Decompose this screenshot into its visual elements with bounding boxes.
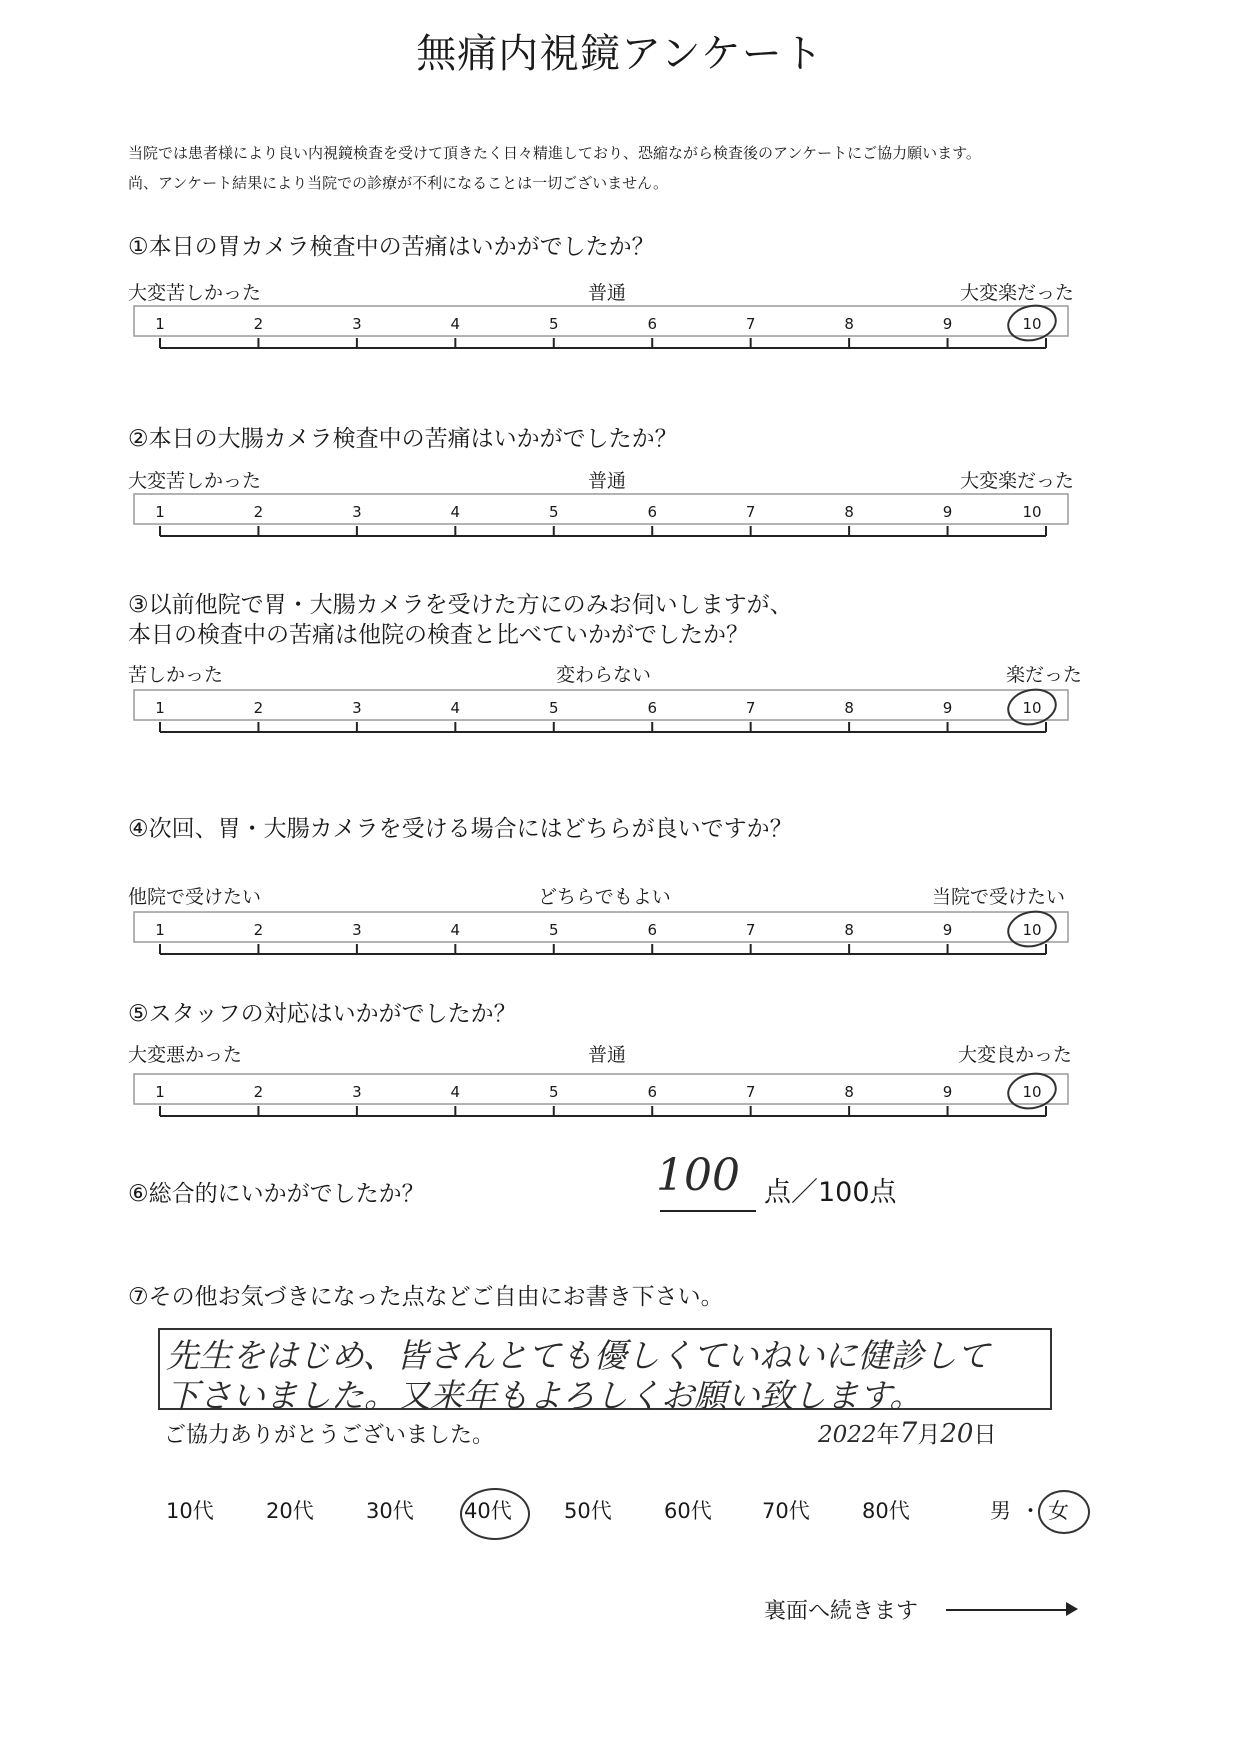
question-5: ⑤スタッフの対応はいかがでしたか？ bbox=[128, 1001, 517, 1027]
question-1: ①本日の胃カメラ検査中の苦痛はいかがでしたか？ bbox=[128, 234, 655, 260]
q3-scale-number: 10 bbox=[1022, 699, 1042, 717]
q1-scale-number: 1 bbox=[155, 315, 165, 333]
q3-scale-number: 7 bbox=[745, 699, 756, 717]
q5-scale-number: 10 bbox=[1022, 1083, 1042, 1101]
q1-scale-number: 8 bbox=[844, 315, 854, 333]
q5-right-label: 大変良かった bbox=[958, 1044, 1073, 1066]
overall-score[interactable]: 100 bbox=[656, 1150, 740, 1201]
date-day: 20 bbox=[940, 1419, 974, 1449]
q4-scale-number: 1 bbox=[155, 921, 165, 939]
thanks-text: ご協力ありがとうございました。 bbox=[164, 1423, 495, 1448]
q5-scale-number: 7 bbox=[745, 1083, 756, 1101]
score-underline bbox=[660, 1210, 756, 1212]
q3-scale-number: 2 bbox=[253, 699, 264, 717]
q5-scale-number: 3 bbox=[352, 1083, 362, 1101]
q4-left-label: 他院で受けたい bbox=[128, 886, 262, 908]
q4-scale-number: 8 bbox=[844, 921, 854, 939]
age-80s[interactable]: 80代 bbox=[862, 1499, 910, 1523]
continue-arrow-line bbox=[946, 1609, 1068, 1611]
q1-scale-number: 2 bbox=[253, 315, 264, 333]
age-20s[interactable]: 20代 bbox=[266, 1499, 314, 1523]
q4-scale-number: 3 bbox=[352, 921, 362, 939]
date-field[interactable] bbox=[818, 1416, 996, 1449]
q1-mid-label: 普通 bbox=[588, 282, 627, 304]
question-3: ③以前他院で胃・大腸カメラを受けた方にのみお伺いしますが、 bbox=[128, 592, 793, 618]
date-year-suffix: 年 bbox=[876, 1422, 900, 1448]
q2-scale-number: 9 bbox=[942, 503, 953, 521]
q3-scale-number: 6 bbox=[647, 699, 657, 717]
question-2: ②本日の大腸カメラ検査中の苦痛はいかがでしたか？ bbox=[128, 426, 678, 452]
q4-right-label: 当院で受けたい bbox=[932, 886, 1066, 908]
q4-scale-number: 2 bbox=[253, 921, 264, 939]
date-year: 2022 bbox=[818, 1422, 877, 1448]
age-40s[interactable]: 40代 bbox=[464, 1499, 512, 1523]
date-day-suffix: 日 bbox=[973, 1422, 997, 1448]
age-selected-circle bbox=[460, 1488, 530, 1540]
q5-scale-number: 9 bbox=[942, 1083, 953, 1101]
continue-note: 裏面へ続きます bbox=[764, 1599, 919, 1624]
q5-scale-number: 2 bbox=[253, 1083, 264, 1101]
gender-female[interactable]: 女 bbox=[1048, 1499, 1069, 1523]
q5-scale-number: 6 bbox=[647, 1083, 657, 1101]
age-10s[interactable]: 10代 bbox=[166, 1499, 214, 1523]
q2-scale-number: 8 bbox=[844, 503, 854, 521]
question-7: ⑦その他お気づきになった点などご自由にお書き下さい。 bbox=[128, 1284, 724, 1310]
question-6: ⑥総合的にいかがでしたか？ bbox=[128, 1181, 425, 1207]
q4-scale-number: 4 bbox=[450, 921, 461, 939]
question-4: ④次回、胃・大腸カメラを受ける場合にはどちらが良いですか？ bbox=[128, 816, 793, 842]
q3-right-label: 楽だった bbox=[1006, 664, 1083, 686]
age-50s[interactable]: 50代 bbox=[564, 1499, 612, 1523]
q3-left-label: 苦しかった bbox=[128, 664, 224, 686]
q3-scale-number: 9 bbox=[942, 699, 953, 717]
q1-left-label: 大変苦しかった bbox=[128, 282, 262, 304]
age-30s[interactable]: 30代 bbox=[366, 1499, 414, 1523]
q3-scale-number: 3 bbox=[352, 699, 362, 717]
q3-scale-number: 5 bbox=[549, 699, 559, 717]
q2-scale-number: 4 bbox=[450, 503, 461, 521]
q2-right-label: 大変楽だった bbox=[960, 470, 1075, 492]
q5-left-label: 大変悪かった bbox=[128, 1044, 243, 1066]
gender-male[interactable]: 男 bbox=[990, 1499, 1011, 1523]
q5-scale-box bbox=[134, 1074, 1068, 1104]
comment-line-1: 先生をはじめ、皆さんとても優しくていねいに健診して bbox=[166, 1336, 990, 1375]
q4-scale-number: 7 bbox=[745, 921, 756, 939]
q1-scale-number: 6 bbox=[647, 315, 657, 333]
q3-scale-box bbox=[134, 690, 1068, 720]
intro-line-1: 当院では患者様により良い内視鏡検査を受けて頂きたく日々精進しており、恐縮ながら検査後のアンケートにご協力願います。 bbox=[128, 144, 981, 162]
date-month-suffix: 月 bbox=[917, 1422, 941, 1448]
score-suffix: 点／100点 bbox=[764, 1177, 897, 1208]
q2-scale-number: 5 bbox=[549, 503, 559, 521]
age-70s[interactable]: 70代 bbox=[762, 1499, 810, 1523]
q4-scale-number: 10 bbox=[1022, 921, 1042, 939]
question-3-line-2: 本日の検査中の苦痛は他院の検査と比べていかがでしたか？ bbox=[128, 622, 749, 648]
q1-scale-box bbox=[134, 306, 1068, 336]
q4-mid-label: どちらでもよい bbox=[538, 886, 671, 908]
q2-scale-number: 1 bbox=[155, 503, 165, 521]
q3-scale-number: 4 bbox=[450, 699, 461, 717]
q3-mid-label: 変わらない bbox=[556, 664, 652, 686]
q2-scale-box bbox=[134, 494, 1068, 524]
q4-scale-number: 6 bbox=[647, 921, 657, 939]
q1-scale-number: 7 bbox=[745, 315, 756, 333]
q1-scale-number: 3 bbox=[352, 315, 362, 333]
q1-scale-number: 4 bbox=[450, 315, 461, 333]
q4-scale-number: 9 bbox=[942, 921, 953, 939]
q3-scale-number: 8 bbox=[844, 699, 854, 717]
intro-line-2: 尚、アンケート結果により当院での診療が不利になることは一切ございません。 bbox=[128, 174, 669, 192]
q2-scale-number: 6 bbox=[647, 503, 657, 521]
q1-scale-number: 5 bbox=[549, 315, 559, 333]
q5-scale-number: 8 bbox=[844, 1083, 854, 1101]
gender-separator: ・ bbox=[1020, 1499, 1041, 1523]
q2-scale-number: 2 bbox=[253, 503, 264, 521]
q5-scale-number: 5 bbox=[549, 1083, 559, 1101]
comment-line-2: 下さいました。又来年もよろしくお願い致します。 bbox=[166, 1376, 923, 1415]
q2-scale-number: 10 bbox=[1022, 503, 1042, 521]
q2-scale-number: 3 bbox=[352, 503, 362, 521]
q1-right-label: 大変楽だった bbox=[960, 282, 1075, 304]
gender-selected-circle bbox=[1038, 1490, 1090, 1534]
q4-scale-box bbox=[134, 912, 1068, 942]
age-60s[interactable]: 60代 bbox=[664, 1499, 712, 1523]
arrow-right-icon bbox=[1066, 1602, 1078, 1616]
q5-mid-label: 普通 bbox=[588, 1044, 627, 1066]
q2-scale-number: 7 bbox=[745, 503, 756, 521]
q2-left-label: 大変苦しかった bbox=[128, 470, 262, 492]
q1-scale-number: 9 bbox=[942, 315, 953, 333]
q5-scale-number: 1 bbox=[155, 1083, 165, 1101]
date-month: 7 bbox=[899, 1416, 918, 1449]
q4-scale-number: 5 bbox=[549, 921, 559, 939]
q1-scale-number: 10 bbox=[1022, 315, 1042, 333]
page-title: 無痛内視鏡アンケート bbox=[416, 31, 824, 77]
q2-mid-label: 普通 bbox=[588, 470, 627, 492]
q3-scale-number: 1 bbox=[155, 699, 165, 717]
q5-scale-number: 4 bbox=[450, 1083, 461, 1101]
